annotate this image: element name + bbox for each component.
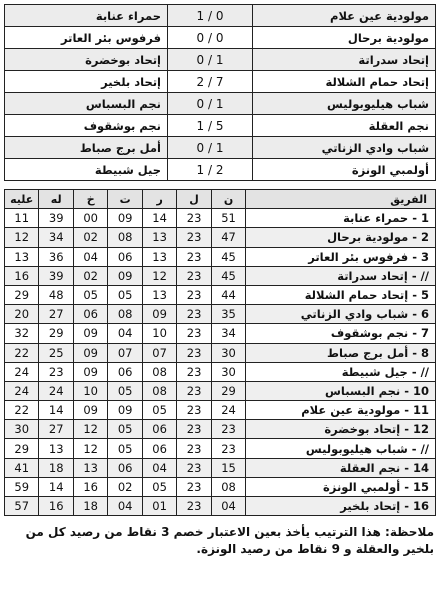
won-cell: 08 xyxy=(142,381,176,400)
home-team: شباب هيليوبوليس xyxy=(253,93,436,115)
goals-for-cell: 14 xyxy=(39,477,73,496)
points-cell: 34 xyxy=(211,324,245,343)
team-name-cell: 11 - مولودية عين علام xyxy=(246,401,436,420)
home-team: مولودية عين علام xyxy=(253,5,436,27)
standings-row xyxy=(5,362,436,381)
goals-for-cell: 29 xyxy=(39,324,73,343)
won-cell: 05 xyxy=(142,401,176,420)
points-cell: 29 xyxy=(211,381,245,400)
points-cell: 23 xyxy=(211,439,245,458)
points-cell: 08 xyxy=(211,477,245,496)
away-team: إتحاد بلخير xyxy=(5,71,168,93)
standings-row xyxy=(5,343,436,362)
goals-for-cell: 25 xyxy=(39,343,73,362)
goals-for-cell: 27 xyxy=(39,420,73,439)
lost-cell: 18 xyxy=(73,497,107,516)
home-team: إتحاد حمام الشلالة xyxy=(253,71,436,93)
goals-against-cell: 59 xyxy=(5,477,39,496)
points-cell: 30 xyxy=(211,343,245,362)
goals-against-cell: 13 xyxy=(5,247,39,266)
played-cell: 23 xyxy=(177,209,211,228)
won-cell: 08 xyxy=(142,362,176,381)
goals-for-cell: 36 xyxy=(39,247,73,266)
lost-cell: 12 xyxy=(73,420,107,439)
match-score: 0 / 1 xyxy=(168,49,253,71)
result-row xyxy=(5,27,436,49)
result-row xyxy=(5,115,436,137)
goals-against-cell: 30 xyxy=(5,420,39,439)
away-team: حمراء عنابة xyxy=(5,5,168,27)
played-cell: 23 xyxy=(177,497,211,516)
header-team: الفريق xyxy=(246,190,436,209)
standings-row xyxy=(5,477,436,496)
goals-for-cell: 23 xyxy=(39,362,73,381)
won-cell: 12 xyxy=(142,266,176,285)
home-team: شباب وادي الزناتي xyxy=(253,137,436,159)
header-goals-against: عليه xyxy=(5,190,39,209)
goals-for-cell: 13 xyxy=(39,439,73,458)
won-cell: 13 xyxy=(142,228,176,247)
away-team: نجم بوشقوف xyxy=(5,115,168,137)
team-name-cell: 7 - نجم بوشقوف xyxy=(246,324,436,343)
team-name-cell: 6 - شباب وادي الزناتي xyxy=(246,305,436,324)
points-cell: 04 xyxy=(211,497,245,516)
goals-against-cell: 24 xyxy=(5,362,39,381)
result-row xyxy=(5,5,436,27)
team-name-cell: // - جيل شبيطة xyxy=(246,362,436,381)
standings-row xyxy=(5,228,436,247)
header-lost: خ xyxy=(73,190,107,209)
team-name-cell: 14 - نجم العقلة xyxy=(246,458,436,477)
played-cell: 23 xyxy=(177,420,211,439)
drawn-cell: 09 xyxy=(108,266,142,285)
won-cell: 14 xyxy=(142,209,176,228)
goals-against-cell: 41 xyxy=(5,458,39,477)
away-team: نجم البسباس xyxy=(5,93,168,115)
home-team: إتحاد سدراتة xyxy=(253,49,436,71)
goals-against-cell: 16 xyxy=(5,266,39,285)
points-cell: 47 xyxy=(211,228,245,247)
goals-against-cell: 22 xyxy=(5,401,39,420)
goals-for-cell: 27 xyxy=(39,305,73,324)
points-cell: 44 xyxy=(211,285,245,304)
match-score: 1 / 5 xyxy=(168,115,253,137)
lost-cell: 16 xyxy=(73,477,107,496)
goals-against-cell: 20 xyxy=(5,305,39,324)
won-cell: 04 xyxy=(142,458,176,477)
played-cell: 23 xyxy=(177,439,211,458)
match-score: 0 / 0 xyxy=(168,27,253,49)
points-cell: 35 xyxy=(211,305,245,324)
played-cell: 23 xyxy=(177,477,211,496)
lost-cell: 05 xyxy=(73,285,107,304)
header-goals-for: له xyxy=(39,190,73,209)
goals-against-cell: 22 xyxy=(5,343,39,362)
lost-cell: 09 xyxy=(73,343,107,362)
away-team: فرفوس بئر العاتر xyxy=(5,27,168,49)
goals-for-cell: 24 xyxy=(39,381,73,400)
team-name-cell: // - شباب هيليوبوليس xyxy=(246,439,436,458)
played-cell: 23 xyxy=(177,247,211,266)
team-name-cell: 12 - إتحاد بوخضرة xyxy=(246,420,436,439)
match-score: 1 / 0 xyxy=(168,5,253,27)
team-name-cell: 8 - أمل برج صباط xyxy=(246,343,436,362)
goals-against-cell: 29 xyxy=(5,285,39,304)
played-cell: 23 xyxy=(177,266,211,285)
points-cell: 24 xyxy=(211,401,245,420)
goals-against-cell: 24 xyxy=(5,381,39,400)
away-team: جيل شبيطة xyxy=(5,159,168,181)
won-cell: 05 xyxy=(142,477,176,496)
standings-row xyxy=(5,458,436,477)
goals-against-cell: 32 xyxy=(5,324,39,343)
goals-against-cell: 11 xyxy=(5,209,39,228)
lost-cell: 04 xyxy=(73,247,107,266)
drawn-cell: 06 xyxy=(108,247,142,266)
away-team: إتحاد بوخضرة xyxy=(5,49,168,71)
points-cell: 15 xyxy=(211,458,245,477)
drawn-cell: 07 xyxy=(108,343,142,362)
standings-row xyxy=(5,420,436,439)
played-cell: 23 xyxy=(177,401,211,420)
drawn-cell: 06 xyxy=(108,458,142,477)
result-row xyxy=(5,49,436,71)
won-cell: 13 xyxy=(142,247,176,266)
drawn-cell: 08 xyxy=(108,305,142,324)
played-cell: 23 xyxy=(177,362,211,381)
points-cell: 51 xyxy=(211,209,245,228)
standings-row xyxy=(5,285,436,304)
played-cell: 23 xyxy=(177,285,211,304)
drawn-cell: 09 xyxy=(108,401,142,420)
won-cell: 01 xyxy=(142,497,176,516)
drawn-cell: 08 xyxy=(108,228,142,247)
lost-cell: 10 xyxy=(73,381,107,400)
standings-table xyxy=(4,189,436,516)
result-row xyxy=(5,71,436,93)
lost-cell: 09 xyxy=(73,324,107,343)
played-cell: 23 xyxy=(177,228,211,247)
home-team: أولمبي الونزة xyxy=(253,159,436,181)
standings-row xyxy=(5,324,436,343)
header-won: ر xyxy=(142,190,176,209)
played-cell: 23 xyxy=(177,324,211,343)
match-score: 2 / 7 xyxy=(168,71,253,93)
drawn-cell: 02 xyxy=(108,477,142,496)
team-name-cell: 5 - إتحاد حمام الشلالة xyxy=(246,285,436,304)
won-cell: 10 xyxy=(142,324,176,343)
home-team: مولودية برحال xyxy=(253,27,436,49)
standings-row xyxy=(5,497,436,516)
lost-cell: 06 xyxy=(73,305,107,324)
goals-for-cell: 18 xyxy=(39,458,73,477)
points-cell: 30 xyxy=(211,362,245,381)
goals-for-cell: 16 xyxy=(39,497,73,516)
result-row xyxy=(5,137,436,159)
away-team: أمل برج صباط xyxy=(5,137,168,159)
team-name-cell: 1 - حمراء عنابة xyxy=(246,209,436,228)
played-cell: 23 xyxy=(177,458,211,477)
points-cell: 45 xyxy=(211,247,245,266)
played-cell: 23 xyxy=(177,305,211,324)
team-name-cell: 16 - إتحاد بلخير xyxy=(246,497,436,516)
drawn-cell: 05 xyxy=(108,285,142,304)
team-name-cell: 15 - أولمبي الونزة xyxy=(246,477,436,496)
team-name-cell: 10 - نجم البسباس xyxy=(246,381,436,400)
drawn-cell: 04 xyxy=(108,324,142,343)
drawn-cell: 05 xyxy=(108,381,142,400)
drawn-cell: 04 xyxy=(108,497,142,516)
header-points: ن xyxy=(211,190,245,209)
standings-row xyxy=(5,381,436,400)
lost-cell: 02 xyxy=(73,266,107,285)
points-cell: 23 xyxy=(211,420,245,439)
goals-against-cell: 12 xyxy=(5,228,39,247)
lost-cell: 02 xyxy=(73,228,107,247)
won-cell: 06 xyxy=(142,420,176,439)
header-played: ل xyxy=(177,190,211,209)
page xyxy=(4,4,436,558)
won-cell: 13 xyxy=(142,285,176,304)
lost-cell: 00 xyxy=(73,209,107,228)
team-name-cell: 3 - فرفوس بئر العاتر xyxy=(246,247,436,266)
standings-row xyxy=(5,266,436,285)
results-table xyxy=(4,4,436,181)
goals-for-cell: 14 xyxy=(39,401,73,420)
goals-for-cell: 48 xyxy=(39,285,73,304)
match-score: 1 / 2 xyxy=(168,159,253,181)
team-name-cell: // - إتحاد سدراتة xyxy=(246,266,436,285)
standings-header-row xyxy=(5,190,436,209)
goals-against-cell: 57 xyxy=(5,497,39,516)
lost-cell: 12 xyxy=(73,439,107,458)
won-cell: 07 xyxy=(142,343,176,362)
played-cell: 23 xyxy=(177,343,211,362)
goals-for-cell: 39 xyxy=(39,266,73,285)
drawn-cell: 09 xyxy=(108,209,142,228)
lost-cell: 09 xyxy=(73,401,107,420)
played-cell: 23 xyxy=(177,381,211,400)
standings-row xyxy=(5,305,436,324)
header-drawn: ت xyxy=(108,190,142,209)
result-row xyxy=(5,93,436,115)
match-score: 0 / 1 xyxy=(168,93,253,115)
standings-row xyxy=(5,209,436,228)
match-score: 0 / 1 xyxy=(168,137,253,159)
standings-row xyxy=(5,401,436,420)
standings-row xyxy=(5,247,436,266)
drawn-cell: 05 xyxy=(108,439,142,458)
won-cell: 06 xyxy=(142,439,176,458)
drawn-cell: 05 xyxy=(108,420,142,439)
standings-row xyxy=(5,439,436,458)
won-cell: 09 xyxy=(142,305,176,324)
goals-for-cell: 34 xyxy=(39,228,73,247)
lost-cell: 09 xyxy=(73,362,107,381)
points-cell: 45 xyxy=(211,266,245,285)
result-row xyxy=(5,159,436,181)
drawn-cell: 06 xyxy=(108,362,142,381)
lost-cell: 13 xyxy=(73,458,107,477)
goals-for-cell: 39 xyxy=(39,209,73,228)
team-name-cell: 2 - مولودية برحال xyxy=(246,228,436,247)
goals-against-cell: 29 xyxy=(5,439,39,458)
footnote: ملاحظة: هذا الترتيب يأخذ بعين الاعتبار خصم 3 نقاط من رصيد كل من بلخير والعقلة و 9 نقاط من رصيد الونزة. xyxy=(25,525,434,557)
home-team: نجم العقلة xyxy=(253,115,436,137)
